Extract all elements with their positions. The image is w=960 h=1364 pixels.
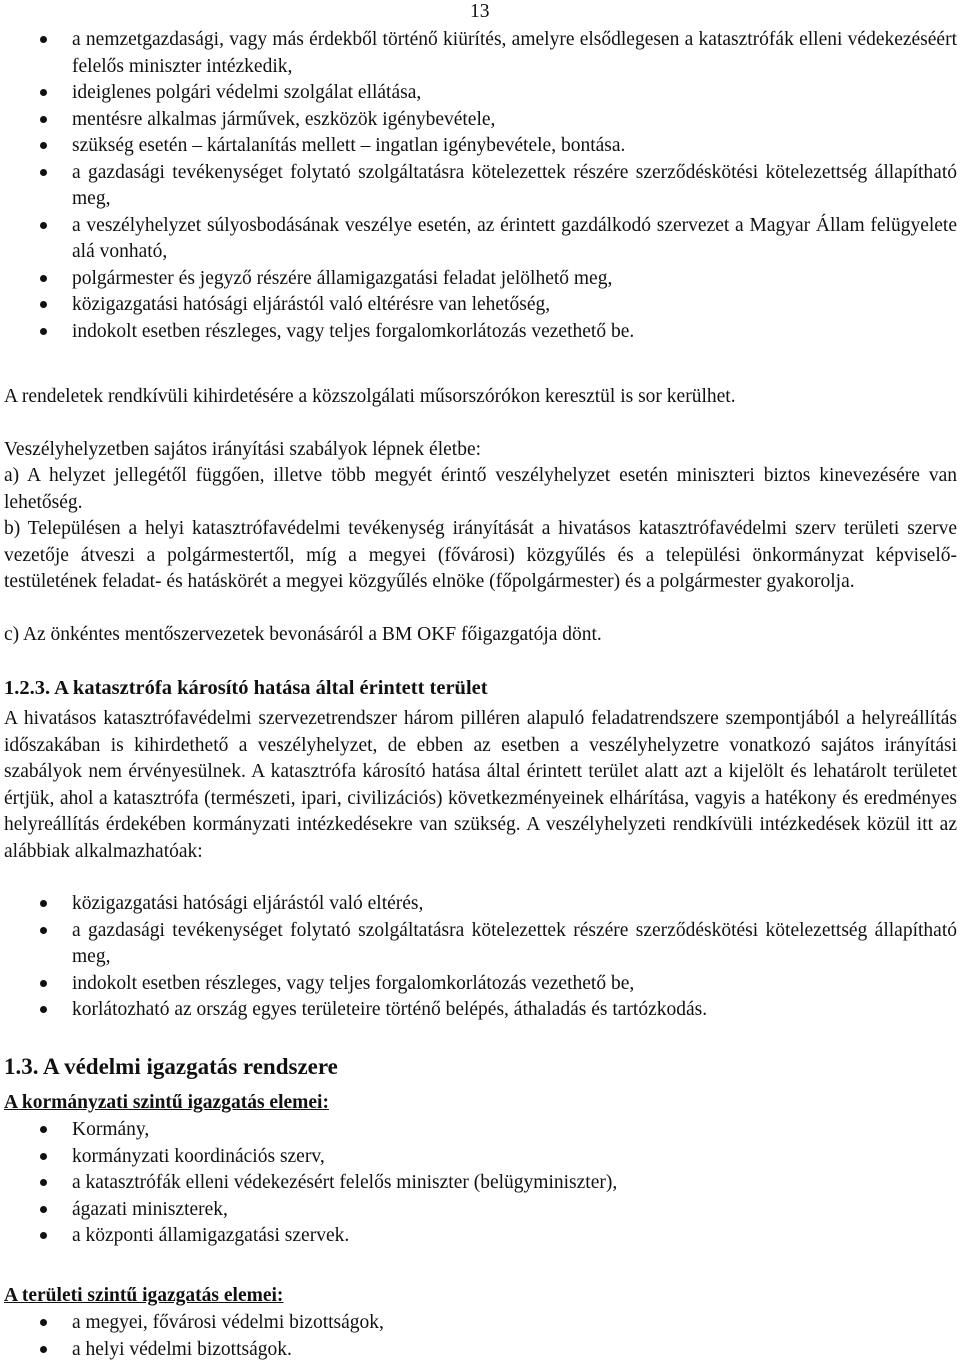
- list-item: ágazati miniszterek,: [4, 1197, 957, 1224]
- subheading-government-level: A kormányzati szintű igazgatás elemei:: [4, 1092, 329, 1113]
- section-heading-1-3: 1.3. A védelmi igazgatás rendszere: [4, 1054, 338, 1079]
- list-item: ideiglenes polgári védelmi szolgálat ellátása,: [4, 80, 957, 107]
- list-item: polgármester és jegyző részére államigazgatási feladat jelölhető meg,: [4, 266, 957, 293]
- page-number: 13: [470, 1, 490, 22]
- paragraph-rule-a: a) A helyzet jellegétől függően, illetve több megyét érintő veszélyhelyzet esetén miniszteri biztos kinevezésére van lehetőség.: [4, 465, 957, 513]
- list-item: a veszélyhelyzet súlyosbodásának veszélye esetén, az érintett gazdálkodó szervezet a Magyar Állam felügyelete alá vonható,: [4, 213, 957, 266]
- list-item: közigazgatási hatósági eljárástól való eltérésre van lehetőség,: [4, 292, 957, 319]
- list-item: indokolt esetben részleges, vagy teljes forgalomkorlátozás vezethető be.: [4, 319, 957, 346]
- government-level-list: [4, 1117, 957, 1250]
- list-item: a katasztrófák elleni védekezésért felelős miniszter (belügyminiszter),: [4, 1170, 957, 1197]
- list-item: a nemzetgazdasági, vagy más érdekből történő kiürítés, amelyre elsődlegesen a katasztrófák elleni védekezéséért felelős miniszter intézkedik,: [4, 27, 957, 80]
- list-item: a gazdasági tevékenységet folytató szolgáltatásra kötelezettek részére szerződéskötési kötelezettség állapítható meg,: [4, 918, 957, 971]
- paragraph-rule-b: b) Településen a helyi katasztrófavédelmi tevékenység irányítását a hivatásos katasztrófavédelmi szerv területi szerve vezetője átveszi a polgármestertől, míg a megyei (fővárosi) közgyűlés és a települési önkormányzat képviselő-testületének feladat- és hatáskörét a megyei közgyűlés elnöke (főpolgármester) és a polgármester gyakorolja.: [4, 518, 957, 592]
- list-item: a gazdasági tevékenységet folytató szolgáltatásra kötelezettek részére szerződéskötési kötelezettség állapítható meg,: [4, 160, 957, 213]
- list-item: a megyei, fővárosi védelmi bizottságok,: [4, 1310, 957, 1337]
- list-item: közigazgatási hatósági eljárástól való eltérés,: [4, 891, 957, 918]
- list-item: kormányzati koordinációs szerv,: [4, 1144, 957, 1171]
- emergency-measures-list: [4, 27, 957, 345]
- list-item: korlátozható az ország egyes területeire történő belépés, áthaladás és tartózkodás.: [4, 997, 957, 1024]
- paragraph-rules-intro: Veszélyhelyzetben sajátos irányítási szabályok lépnek életbe:: [4, 439, 482, 460]
- paragraph-rule-c: c) Az önkéntes mentőszervezetek bevonásáról a BM OKF főigazgatója dönt.: [4, 624, 602, 645]
- territorial-level-list: [4, 1310, 957, 1363]
- applicable-measures-list: [4, 891, 957, 1024]
- paragraph-broadcast: A rendeletek rendkívüli kihirdetésére a közszolgálati műsorszórókon keresztül is sor kerülhet.: [4, 386, 736, 407]
- subheading-territorial-level: A területi szintű igazgatás elemei:: [4, 1285, 284, 1306]
- list-item: mentésre alkalmas járművek, eszközök igénybevétele,: [4, 107, 957, 134]
- list-item: a helyi védelmi bizottságok.: [4, 1337, 957, 1364]
- list-item: a központi államigazgatási szervek.: [4, 1223, 957, 1250]
- paragraph-affected-area: A hivatásos katasztrófavédelmi szervezetrendszer három pilléren alapuló feladatrendszere szempontjából a helyreállítás időszakában is kihirdethető a veszélyhelyzet, de ebben az esetben a veszélyhelyzetre vonatkozó sajátos irányítási szabályok nem érvényesülnek. A katasztrófa károsító hatása által érintett terület alatt azt a kijelölt és lehatárolt területet értjük, ahol a katasztrófa (természeti, ipari, civilizációs) következményeinek elhárítása, vagyis a hatékony és eredményes helyreállítás érdekében kormányzati intézkedésekre van szükség. A veszélyhelyzeti rendkívüli intézkedések közül itt az alábbiak alkalmazhatóak:: [4, 708, 957, 862]
- list-item: Kormány,: [4, 1117, 957, 1144]
- list-item: indokolt esetben részleges, vagy teljes forgalomkorlátozás vezethető be,: [4, 971, 957, 998]
- list-item: szükség esetén – kártalanítás mellett – ingatlan igénybevétele, bontása.: [4, 133, 957, 160]
- section-heading-1-2-3: 1.2.3. A katasztrófa károsító hatása által érintett terület: [4, 677, 488, 699]
